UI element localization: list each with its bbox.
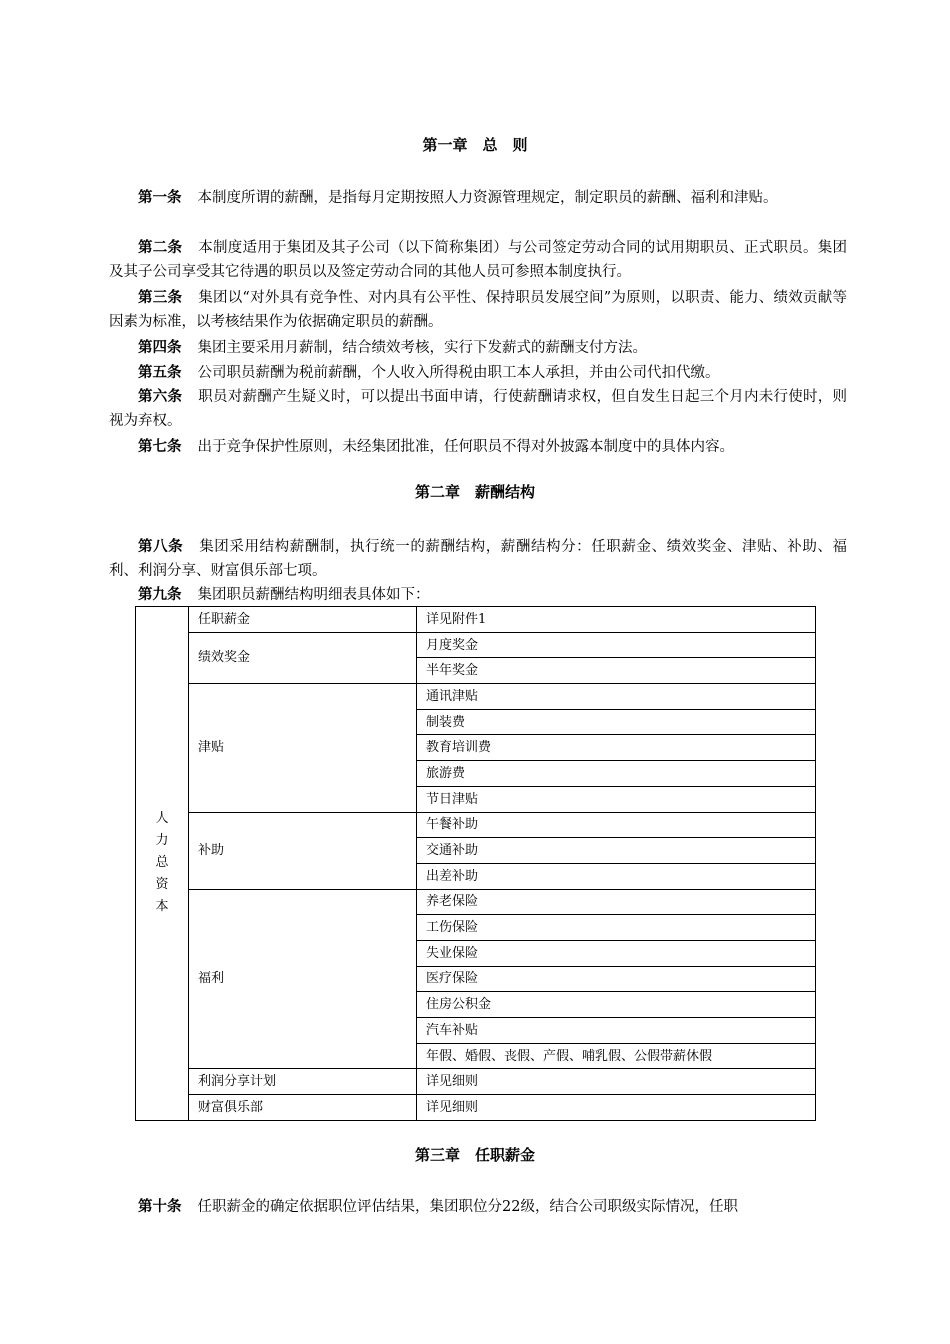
item-cell: 交通补助 — [417, 838, 816, 864]
article-10 — [109, 1196, 847, 1220]
article-5 — [109, 362, 847, 386]
table-row — [136, 607, 816, 633]
table-row — [136, 812, 816, 838]
article-text: 本制度适用于集团及其子公司（以下简称集团）与公司签定劳动合同的试用期职员、正式职员。集团及其子公司享受其它待遇的职员以及签定劳动合同的其他人员可参照本制度执行。 — [109, 240, 847, 280]
item-cell: 半年奖金 — [417, 658, 816, 684]
category-cell: 福利 — [189, 889, 417, 1069]
table-row — [136, 1069, 816, 1095]
chapter-1-title: 第一章 总 则 — [422, 136, 528, 154]
item-cell: 失业保险 — [417, 940, 816, 966]
article-label: 第三条 — [138, 290, 183, 306]
article-label: 第四条 — [138, 340, 182, 356]
article-2 — [109, 237, 847, 284]
article-text: 集团以“对外具有竞争性、对内具有公平性、保持职员发展空间”为原则，以职责、能力、绩效贡献等因素为标准，以考核结果作为依据确定职员的薪酬。 — [109, 290, 847, 330]
chapter-3-title: 第三章 任职薪金 — [414, 1146, 535, 1164]
total-capital-label: 人 力 总 资 本 — [136, 607, 189, 1121]
table-row — [136, 632, 816, 658]
article-text: 集团职员薪酬结构明细表具体如下： — [197, 587, 430, 603]
table-row — [136, 889, 816, 915]
table-row — [136, 684, 816, 710]
item-cell: 详见细则 — [417, 1069, 816, 1095]
item-cell: 住房公积金 — [417, 992, 816, 1018]
item-cell: 年假、婚假、丧假、产假、哺乳假、公假带薪休假 — [417, 1043, 816, 1069]
article-9 — [109, 584, 847, 608]
item-cell: 节日津贴 — [417, 786, 816, 812]
article-text: 本制度所谓的薪酬，是指每月定期按照人力资源管理规定，制定职员的薪酬、福利和津贴。 — [197, 190, 778, 206]
article-label: 第二条 — [138, 240, 183, 256]
article-label: 第七条 — [138, 439, 182, 455]
article-label: 第十条 — [138, 1199, 182, 1215]
article-text: 职员对薪酬产生疑义时，可以提出书面申请，行使薪酬请求权，但自发生日起三个月内未行使时，则视为弃权。 — [109, 389, 847, 429]
category-cell: 绩效奖金 — [189, 632, 417, 683]
item-cell: 教育培训费 — [417, 735, 816, 761]
category-cell: 利润分享计划 — [189, 1069, 417, 1095]
article-7 — [109, 436, 847, 460]
item-cell: 工伤保险 — [417, 915, 816, 941]
item-cell: 详见细则 — [417, 1095, 816, 1121]
item-cell: 出差补助 — [417, 863, 816, 889]
article-text: 公司职员薪酬为税前薪酬，个人收入所得税由职工本人承担，并由公司代扣代缴。 — [197, 365, 720, 381]
item-cell: 月度奖金 — [417, 632, 816, 658]
article-text: 集团采用结构薪酬制，执行统一的薪酬结构，薪酬结构分：任职薪金、绩效奖金、津贴、补助、福利、利润分享、财富俱乐部七项。 — [109, 539, 847, 579]
category-cell: 任职薪金 — [189, 607, 417, 633]
item-cell: 旅游费 — [417, 761, 816, 787]
chapter-2-title: 第二章 薪酬结构 — [414, 483, 535, 501]
item-cell: 医疗保险 — [417, 966, 816, 992]
article-8 — [109, 536, 847, 583]
item-cell: 汽车补贴 — [417, 1018, 816, 1044]
item-cell: 午餐补助 — [417, 812, 816, 838]
article-1 — [109, 187, 847, 211]
article-6 — [109, 386, 847, 433]
article-label: 第八条 — [138, 539, 184, 555]
article-text: 任职薪金的确定依据职位评估结果，集团职位分22级，结合公司职级实际情况，任职 — [197, 1199, 738, 1215]
article-text: 集团主要采用月薪制，结合绩效考核，实行下发薪式的薪酬支付方法。 — [197, 340, 647, 356]
table-row — [136, 1095, 816, 1121]
article-4 — [109, 337, 847, 361]
item-cell: 制装费 — [417, 709, 816, 735]
item-cell: 养老保险 — [417, 889, 816, 915]
category-cell: 津贴 — [189, 684, 417, 812]
article-label: 第五条 — [138, 365, 182, 381]
category-cell: 财富俱乐部 — [189, 1095, 417, 1121]
category-cell: 补助 — [189, 812, 417, 889]
salary-structure-table — [135, 606, 816, 1121]
item-cell: 详见附件1 — [417, 607, 816, 633]
article-label: 第六条 — [138, 389, 183, 405]
article-label: 第九条 — [138, 587, 182, 603]
article-text: 出于竞争保护性原则，未经集团批准，任何职员不得对外披露本制度中的具体内容。 — [197, 439, 734, 455]
item-cell: 通讯津贴 — [417, 684, 816, 710]
article-label: 第一条 — [138, 190, 182, 206]
article-3 — [109, 287, 847, 334]
